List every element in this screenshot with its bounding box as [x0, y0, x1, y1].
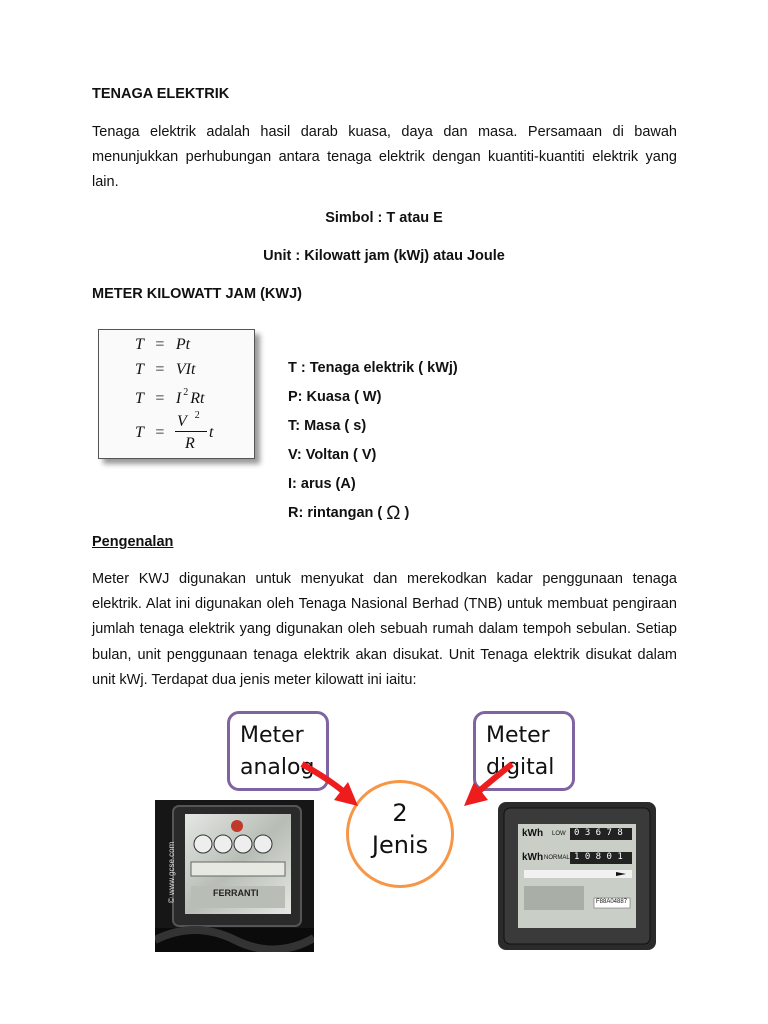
- section-heading: METER KILOWATT JAM (KWJ): [92, 286, 302, 302]
- omega-symbol: Ω: [386, 503, 401, 524]
- kwh-label-2: kWh: [522, 852, 544, 863]
- legend-item: R: rintangan ( Ω ): [288, 499, 458, 528]
- formula-4-denominator: R: [185, 435, 195, 452]
- fraction-bar: [175, 431, 207, 432]
- bubble-meter-digital: Meter digital: [473, 711, 575, 791]
- legend-item: I: arus (A): [288, 476, 356, 492]
- legend-item: T : Tenaga elektrik ( kWj): [288, 360, 458, 376]
- page-title: TENAGA ELEKTRIK: [92, 86, 230, 102]
- formula-4-numerator: V $^2$: [177, 410, 200, 430]
- analog-meter-photo: [155, 800, 314, 952]
- variable-legend: [288, 354, 458, 528]
- symbol-line: Simbol : T atau E: [325, 210, 443, 226]
- formula-4: T =: [135, 424, 165, 441]
- circle-2-jenis: 2 Jenis: [346, 780, 454, 888]
- barcode-text: F88A04887: [596, 899, 628, 905]
- formula-2: T = VIt: [135, 361, 196, 378]
- low-tag: LOW: [552, 831, 566, 837]
- body-paragraph: Meter KWJ digunakan untuk menyukat dan merekodkan kadar penggunaan tenaga elektrik. Alat ini digunakan oleh Tenaga Nasional Berhad (TNB) untuk membuat pengiraan jumlah tenaga elektrik yang digunakan oleh sebuah rumah dalam tempoh sebulan. Setiap bulan, unit penggunaan tenaga elektrik akan disukat. Unit Tenaga elektrik disukat dalam unit kWj. Terdapat dua jenis meter kilowatt ini iaitu:: [92, 571, 677, 688]
- kwh-label-1: kWh: [522, 828, 544, 839]
- normal-tag: NORMAL: [544, 855, 570, 861]
- legend-item: P: Kuasa ( W): [288, 389, 382, 405]
- intro-paragraph: Tenaga elektrik adalah hasil darab kuasa, daya dan masa. Persamaan di bawah menunjukkan perhubungan antara tenaga elektrik dengan kuantiti-kuantiti elektrik yang lain.: [92, 124, 677, 191]
- formula-box: [98, 329, 255, 459]
- reading-normal: 1 0 8 0 1: [574, 852, 623, 862]
- formula-1: T = Pt: [135, 336, 191, 353]
- watermark-text: © www.gcse.com: [167, 841, 177, 904]
- reading-low: 0 3 6 7 8: [574, 828, 623, 838]
- legend-item: T: Masa ( s): [288, 418, 367, 434]
- meter-brand: FERRANTI: [213, 888, 259, 898]
- bubble-meter-analog: Meter analog: [227, 711, 329, 791]
- subheading-pengenalan: Pengenalan: [92, 534, 174, 550]
- unit-line: Unit : Kilowatt jam (kWj) atau Joule: [263, 248, 505, 264]
- formula-4-tail: t: [209, 424, 214, 441]
- legend-item: V: Voltan ( V): [288, 447, 377, 463]
- digital-meter-photo: [498, 802, 656, 950]
- formula-3: T = I $^2$ Rt: [135, 387, 205, 407]
